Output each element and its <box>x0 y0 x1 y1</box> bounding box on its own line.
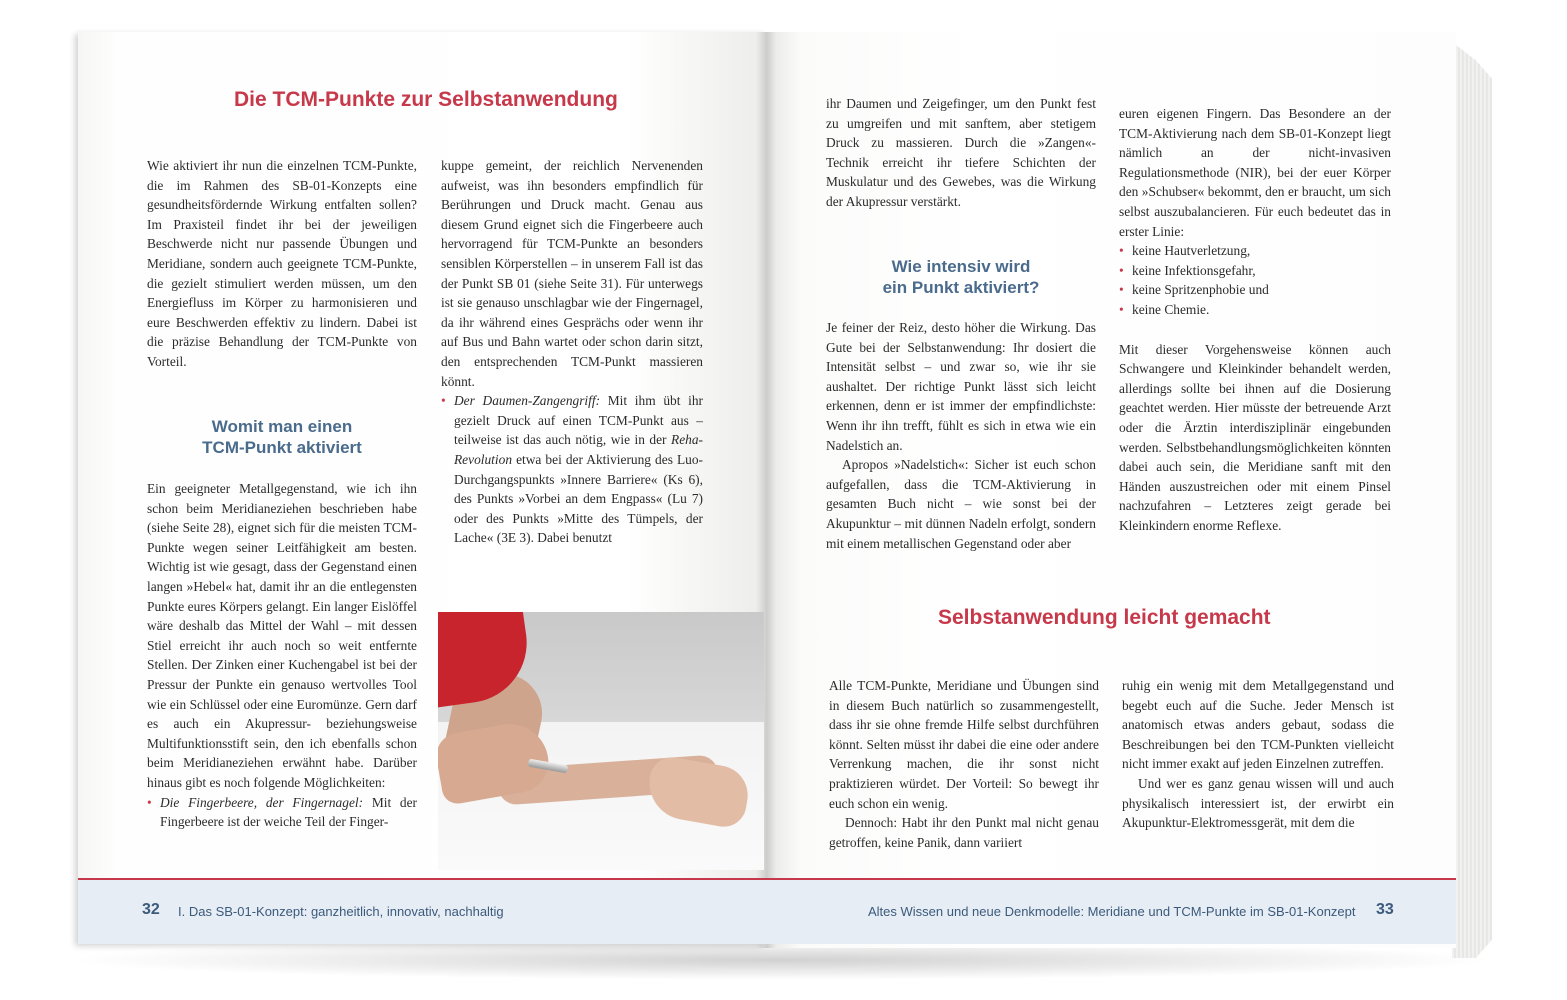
left-col2 <box>441 156 703 548</box>
right-col2-paragraph3: ruhig ein wenig mit dem Metallgegenstand und begebt euch auf die Suche. Jeder Mensch ist anatomisch etwas anders gebaut, sodass die Beschreibungen bei den TCM-Punkten vielleicht nicht immer exakt auf jeden Einzelnen zutreffen. <box>1122 678 1394 772</box>
bullet-italic: Reha-Revolution <box>454 432 703 467</box>
list-item: • keine Chemie. <box>1119 300 1391 320</box>
right-page-heading: Selbstanwendung leicht gemacht <box>938 606 1271 629</box>
bullet-text: Mit ihm übt ihr gezielt Druck auf einen TCM-Punkt aus – teilweise ist das auch nötig, wie in der <box>454 393 704 448</box>
list-item: • keine Hautverletzung, <box>1119 241 1391 261</box>
left-subheading-line2: TCM-Punkt aktiviert <box>202 438 362 457</box>
left-subheading <box>147 416 417 458</box>
right-subheading-line1: Wie intensiv wird <box>891 257 1031 276</box>
right-col2-paragraph4: Und wer es ganz genau wissen will und auch physikalisch interessiert ist, der erwirbt ein Akupunktur-Elektromessgerät, mit dem die <box>1122 775 1394 831</box>
bullet-term: Der Daumen-Zangengriff: <box>454 393 601 409</box>
list-item: • keine Infektionsgefahr, <box>1119 261 1391 281</box>
bullet-text: Mit der Fingerbeere ist der weiche Teil der Finger- <box>160 794 417 830</box>
left-col1-paragraph: Wie aktiviert ihr nun die einzelnen TCM-Punkte, die im Rahmen des SB-01-Konzepts eine gesundheitsfördernde Wirkung entfalten sollen? Im Praxisteil findet ihr bei der jeweiligen Beschwerde nicht nur passende Übungen und Meridiane, sondern auch geeignete TCM-Punkte, die gezielt stimuliert werden müssen, um den Energiefluss im Körper zu harmonisieren und eure Beschwerden effektiv zu lindern. Dabei ist die präzise Behandlung der TCM-Punkte von Vorteil. <box>147 158 417 369</box>
right-col2-paragraph: euren eigenen Fingern. Das Besondere an der TCM-Aktivierung nach dem SB-01-Konzept liegt nämlich an der nicht-invasiven Regulationsmethode (NIR), bei der euer Körper den »Schubser« bekommt, den er braucht, um sich selbst auszubalancieren. Für euch bedeutet das in erster Linie: <box>1119 106 1391 239</box>
list-item: • keine Spritzenphobie und <box>1119 280 1391 300</box>
right-col1-top <box>826 94 1096 212</box>
left-page-number: 32 <box>142 901 160 918</box>
right-col1-paragraph5: Dennoch: Habt ihr den Punkt mal nicht genau getroffen, keine Panik, dann variiert <box>829 815 1099 850</box>
list-item <box>147 793 417 832</box>
left-subheading-line1: Womit man einen <box>211 417 353 436</box>
right-col1-bottom <box>829 676 1099 852</box>
right-col2-bottom <box>1122 676 1394 833</box>
right-col2-top <box>1119 104 1391 535</box>
left-col1-body <box>147 479 417 832</box>
right-col1-paragraph4: Alle TCM-Punkte, Meridiane und Übungen sind in diesem Buch natürlich so zusammengestellt, dass ihr sie ohne fremde Hilfe selbst durchführen könnt. Selten müsst ihr dabei die eine oder andere Verrenkung machen, die ihr sonst nicht praktizieren würdet. Der Vorteil: So bewegt ihr euch schon ein wenig. <box>829 678 1099 811</box>
left-running-title: I. Das SB-01-Konzept: ganzheitlich, innovativ, nachhaltig <box>178 904 504 919</box>
right-col2-paragraph2: Mit dieser Vorgehensweise können auch Schwangere und Kleinkinder behandelt werden, allerdings sollte bei ihnen auf die Dosierung geachtet werden. Hier müsste der betreuende Arzt oder die Ärztin interdisziplinär eingebunden werden. Selbstbehandlungsmöglichkeiten könnten dabei auch sein, die Meridiane sanft mit den Händen auszustreichen oder mit einem Pinsel nachzufahren – Letzteres zeigt gerade bei Kleinkindern enorme Reflexe. <box>1119 341 1391 533</box>
right-col1-mid <box>826 318 1096 553</box>
page-stack-edge <box>1452 42 1492 958</box>
right-subheading <box>826 256 1096 298</box>
right-col1-paragraph2: Je feiner der Reiz, desto höher die Wirkung. Das Gute bei der Selbstanwendung: Ihr dosiert die Intensität selbst – und zwar so, wie ihr sie aushaltet. Der richtige Punkt lässt sich leicht erkennen, denn er ist immer der empfindlichste: Wenn ihr ihn trefft, fühlt es sich in etwa wie ein Nadelstich an. <box>826 320 1096 453</box>
bullet-term: Die Fingerbeere, der Fingernagel: <box>160 794 364 810</box>
right-running-title: Altes Wissen und neue Denkmodelle: Meridiane und TCM-Punkte im SB-01-Konzept <box>868 904 1356 919</box>
fork-acupressure-photo <box>438 612 764 870</box>
list-item <box>441 391 703 548</box>
left-page-heading: Die TCM-Punkte zur Selbstanwendung <box>234 88 618 111</box>
left-col1-paragraph2: Ein geeigneter Metallgegenstand, wie ich ihn schon beim Meridianeziehen beschrieben habe (siehe Seite 28), eignet sich für die meisten TCM-Punkte wegen seiner Leitfähigkeit am besten. Wichtig ist wie gesagt, dass der Gegenstand einen langen »Hebel« hat, damit ihr an die entlegensten Punkte eures Körpers gelangt. Ein langer Eislöffel wäre deshalb das Mittel der Wahl – mit dessen Stiel erreicht ihr auch noch so weit entfernte Stellen. Der Zinken einer Kuchengabel ist bei der Pressur der Punkte ein genauso wertvolles Tool wie ein Schlüssel oder eine Euromünze. Gern darf es auch ein Akupressur- beziehungsweise Multifunktionsstift sein, den ich ebenfalls schon beim Meridianeziehen erwähnt habe. Darüber hinaus gibt es noch folgende Möglichkeiten: <box>147 481 417 790</box>
right-subheading-line2: ein Punkt aktiviert? <box>882 278 1040 297</box>
bullet-text: etwa bei der Aktivierung des Luo-Durchgangspunkts »Innere Barriere« (Ks 6), des Punkts »Vorbei an dem Engpass« (Lu 7) oder des Punkts »Mitte des Tümpels, der Lache« (3E 3). Dabei benutzt <box>454 451 703 546</box>
left-col2-paragraph: kuppe gemeint, der reichlich Nervenenden aufweist, was ihn besonders empfindlich für Berührungen und Druck macht. Genau aus diesem Grund eignet sich die Fingerbeere auch hervorragend für TCM-Punkte an besonders sensiblen Körperstellen – in unserem Fall ist das der Punkt SB 01 (siehe Seite 31). Für unterwegs ist sie genauso unschlagbar wie der Fingernagel, da ihr während eines Gesprächs oder wenn ihr auf Bus und Bahn wartet oder schon darin sitzt, den entsprechenden TCM-Punkt massieren könnt. <box>441 158 703 389</box>
right-page-number: 33 <box>1376 901 1394 918</box>
right-col1-paragraph3: Apropos »Nadelstich«: Sicher ist euch schon aufgefallen, dass die TCM-Aktivierung in gesamten Buch nicht – wie sonst bei der Akupunktur – mit dünnen Nadeln erfolgt, sondern mit einem metallischen Gegenstand oder aber <box>826 457 1096 551</box>
right-col1-paragraph: ihr Daumen und Zeigefinger, um den Punkt fest zu umgreifen und mit sanftem, aber stetigem Druck zu massieren. Durch die »Zangen«-Technik erreicht ihr tiefere Schichten der Muskulatur und des Gewebes, was die Wirkung der Akupressur verstärkt. <box>826 96 1096 209</box>
left-col1-intro <box>147 156 417 372</box>
